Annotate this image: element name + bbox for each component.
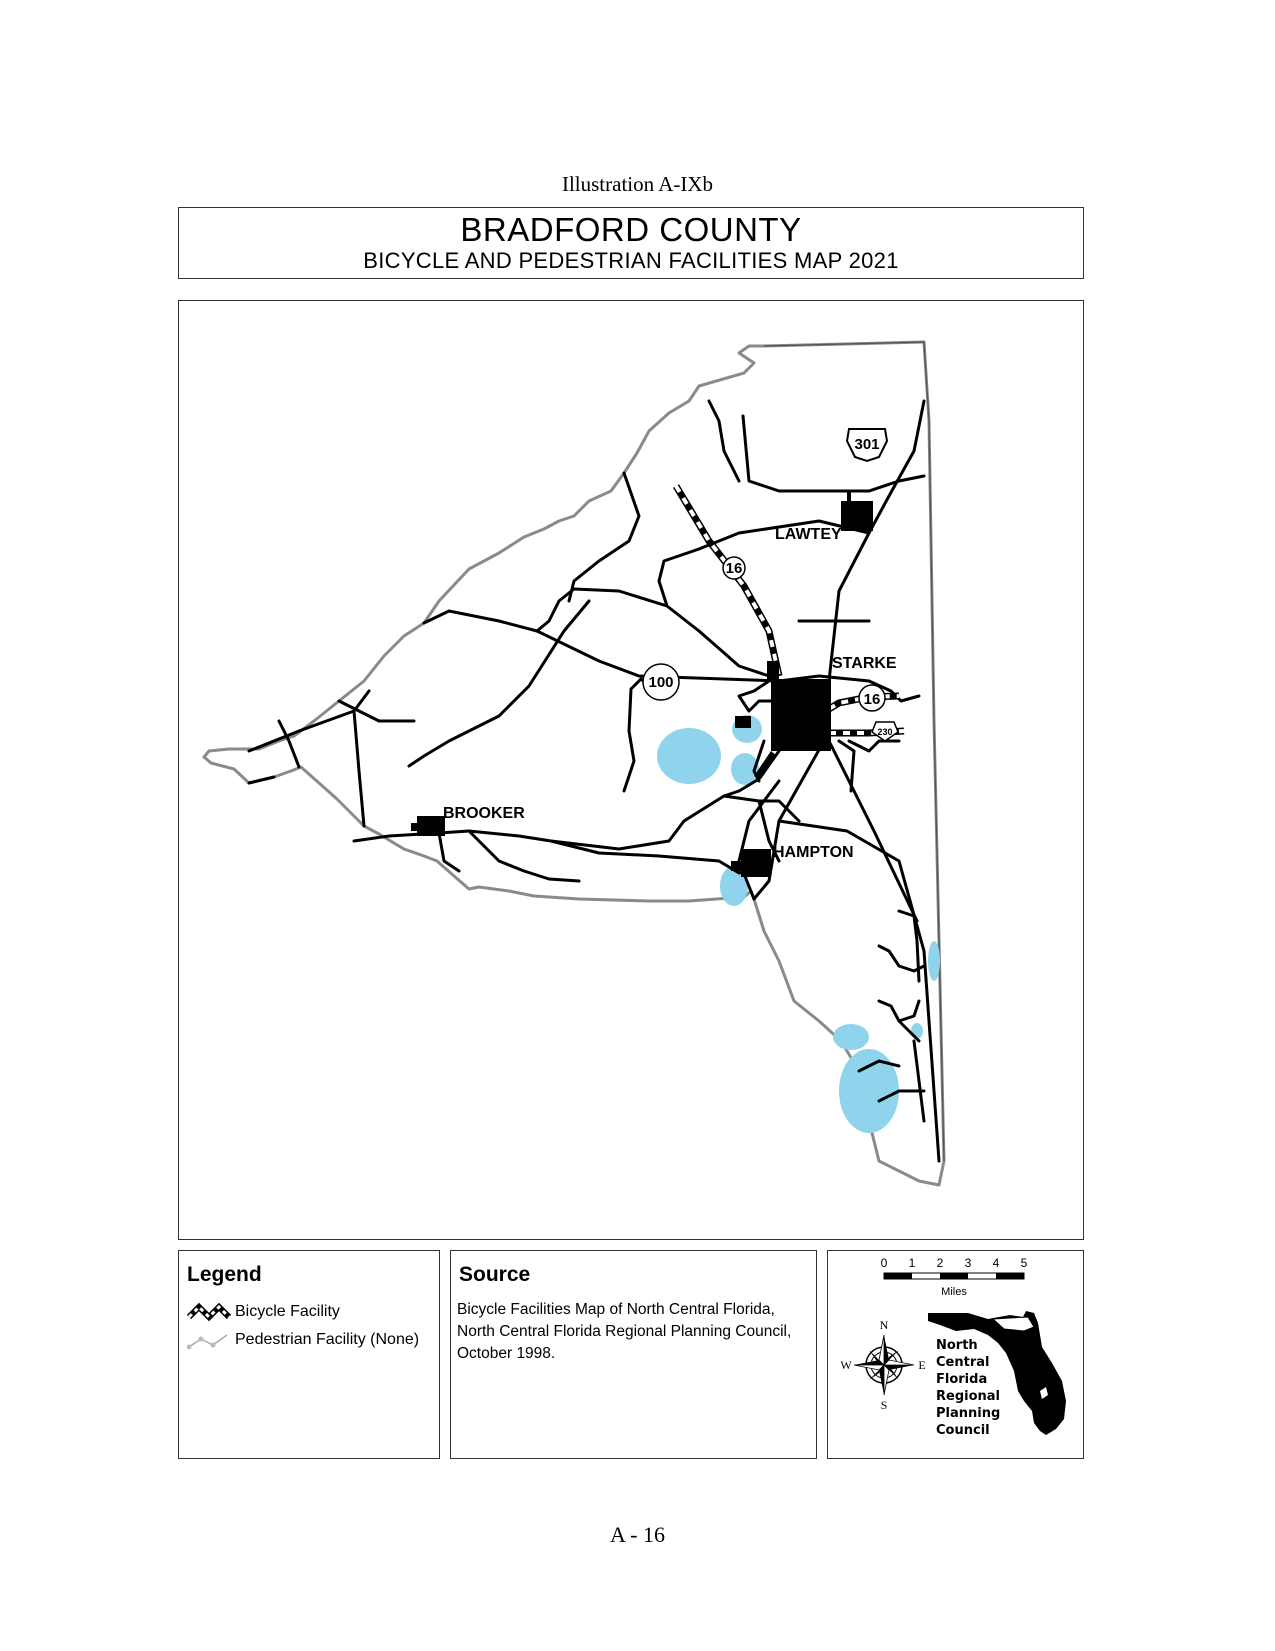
svg-text:S: S — [880, 1398, 888, 1412]
legend-panel — [178, 1250, 440, 1459]
town-label-starke: STARKE — [832, 655, 897, 672]
source-text: Bicycle Facilities Map of North Central Florida, North Central Florida Regional Planning Council, October 1998. — [457, 1301, 792, 1362]
shield-sr-100 — [643, 664, 679, 700]
map-title: BRADFORD COUNTY — [460, 211, 802, 248]
svg-text:4: 4 — [992, 1256, 1000, 1270]
inset-panel — [827, 1250, 1084, 1459]
map-subtitle: BICYCLE AND PEDESTRIAN FACILITIES MAP 2021 — [363, 248, 899, 273]
brooker-area — [417, 816, 445, 836]
svg-text:16: 16 — [863, 691, 881, 708]
shield-sr-16-east — [859, 685, 885, 711]
svg-text:Planning: Planning — [936, 1406, 1001, 1421]
town-label-lawtey: LAWTEY — [775, 526, 842, 543]
town-label-hampton: HAMPTON — [773, 844, 854, 861]
svg-text:16: 16 — [725, 560, 743, 577]
lawtey-area — [841, 501, 873, 531]
lake — [839, 1049, 899, 1133]
shield-sr-16-north — [723, 557, 745, 579]
scale-unit: Miles — [941, 1286, 967, 1298]
legend-item-pedestrian: Pedestrian Facility (None) — [187, 1329, 419, 1351]
svg-text:3: 3 — [964, 1256, 972, 1270]
svg-text:Council: Council — [936, 1423, 990, 1438]
svg-text:301: 301 — [854, 436, 880, 453]
svg-text:E: E — [918, 1358, 926, 1372]
page-number: A - 16 — [610, 1522, 665, 1547]
town-label-brooker: BROOKER — [443, 805, 525, 822]
svg-text:5: 5 — [1020, 1256, 1028, 1270]
svg-text:230: 230 — [877, 727, 893, 737]
svg-text:2: 2 — [936, 1256, 944, 1270]
inset-graphics — [828, 1251, 1083, 1458]
svg-text:N: N — [879, 1318, 889, 1332]
compass-rose-icon — [840, 1318, 925, 1412]
lake — [657, 728, 721, 784]
source-title: Source — [459, 1263, 531, 1286]
hampton-area — [741, 849, 771, 877]
source-panel — [450, 1250, 817, 1459]
svg-text:North: North — [936, 1338, 978, 1353]
legend-title: Legend — [187, 1263, 262, 1286]
svg-text:0: 0 — [880, 1256, 888, 1270]
illustration-label: Illustration A-IXb — [561, 172, 714, 196]
county-map — [179, 301, 1083, 1239]
svg-text:100: 100 — [648, 674, 674, 691]
map-frame — [178, 300, 1084, 1240]
county-boundary — [204, 342, 944, 1185]
org-name — [936, 1338, 1000, 1438]
svg-text:W: W — [840, 1358, 852, 1372]
title-box — [178, 207, 1084, 279]
svg-text:Regional: Regional — [936, 1389, 1001, 1404]
bicycle-facility-icon — [187, 1301, 231, 1323]
pedestrian-facility-icon — [187, 1329, 231, 1351]
svg-text:1: 1 — [908, 1256, 916, 1270]
lake — [833, 1024, 869, 1050]
lake — [928, 941, 940, 981]
legend-item-bicycle: Bicycle Facility — [187, 1301, 340, 1323]
scale-bar — [881, 1256, 1028, 1298]
svg-text:Central: Central — [936, 1355, 990, 1370]
starke-area — [771, 679, 831, 751]
svg-text:Florida: Florida — [936, 1372, 988, 1387]
